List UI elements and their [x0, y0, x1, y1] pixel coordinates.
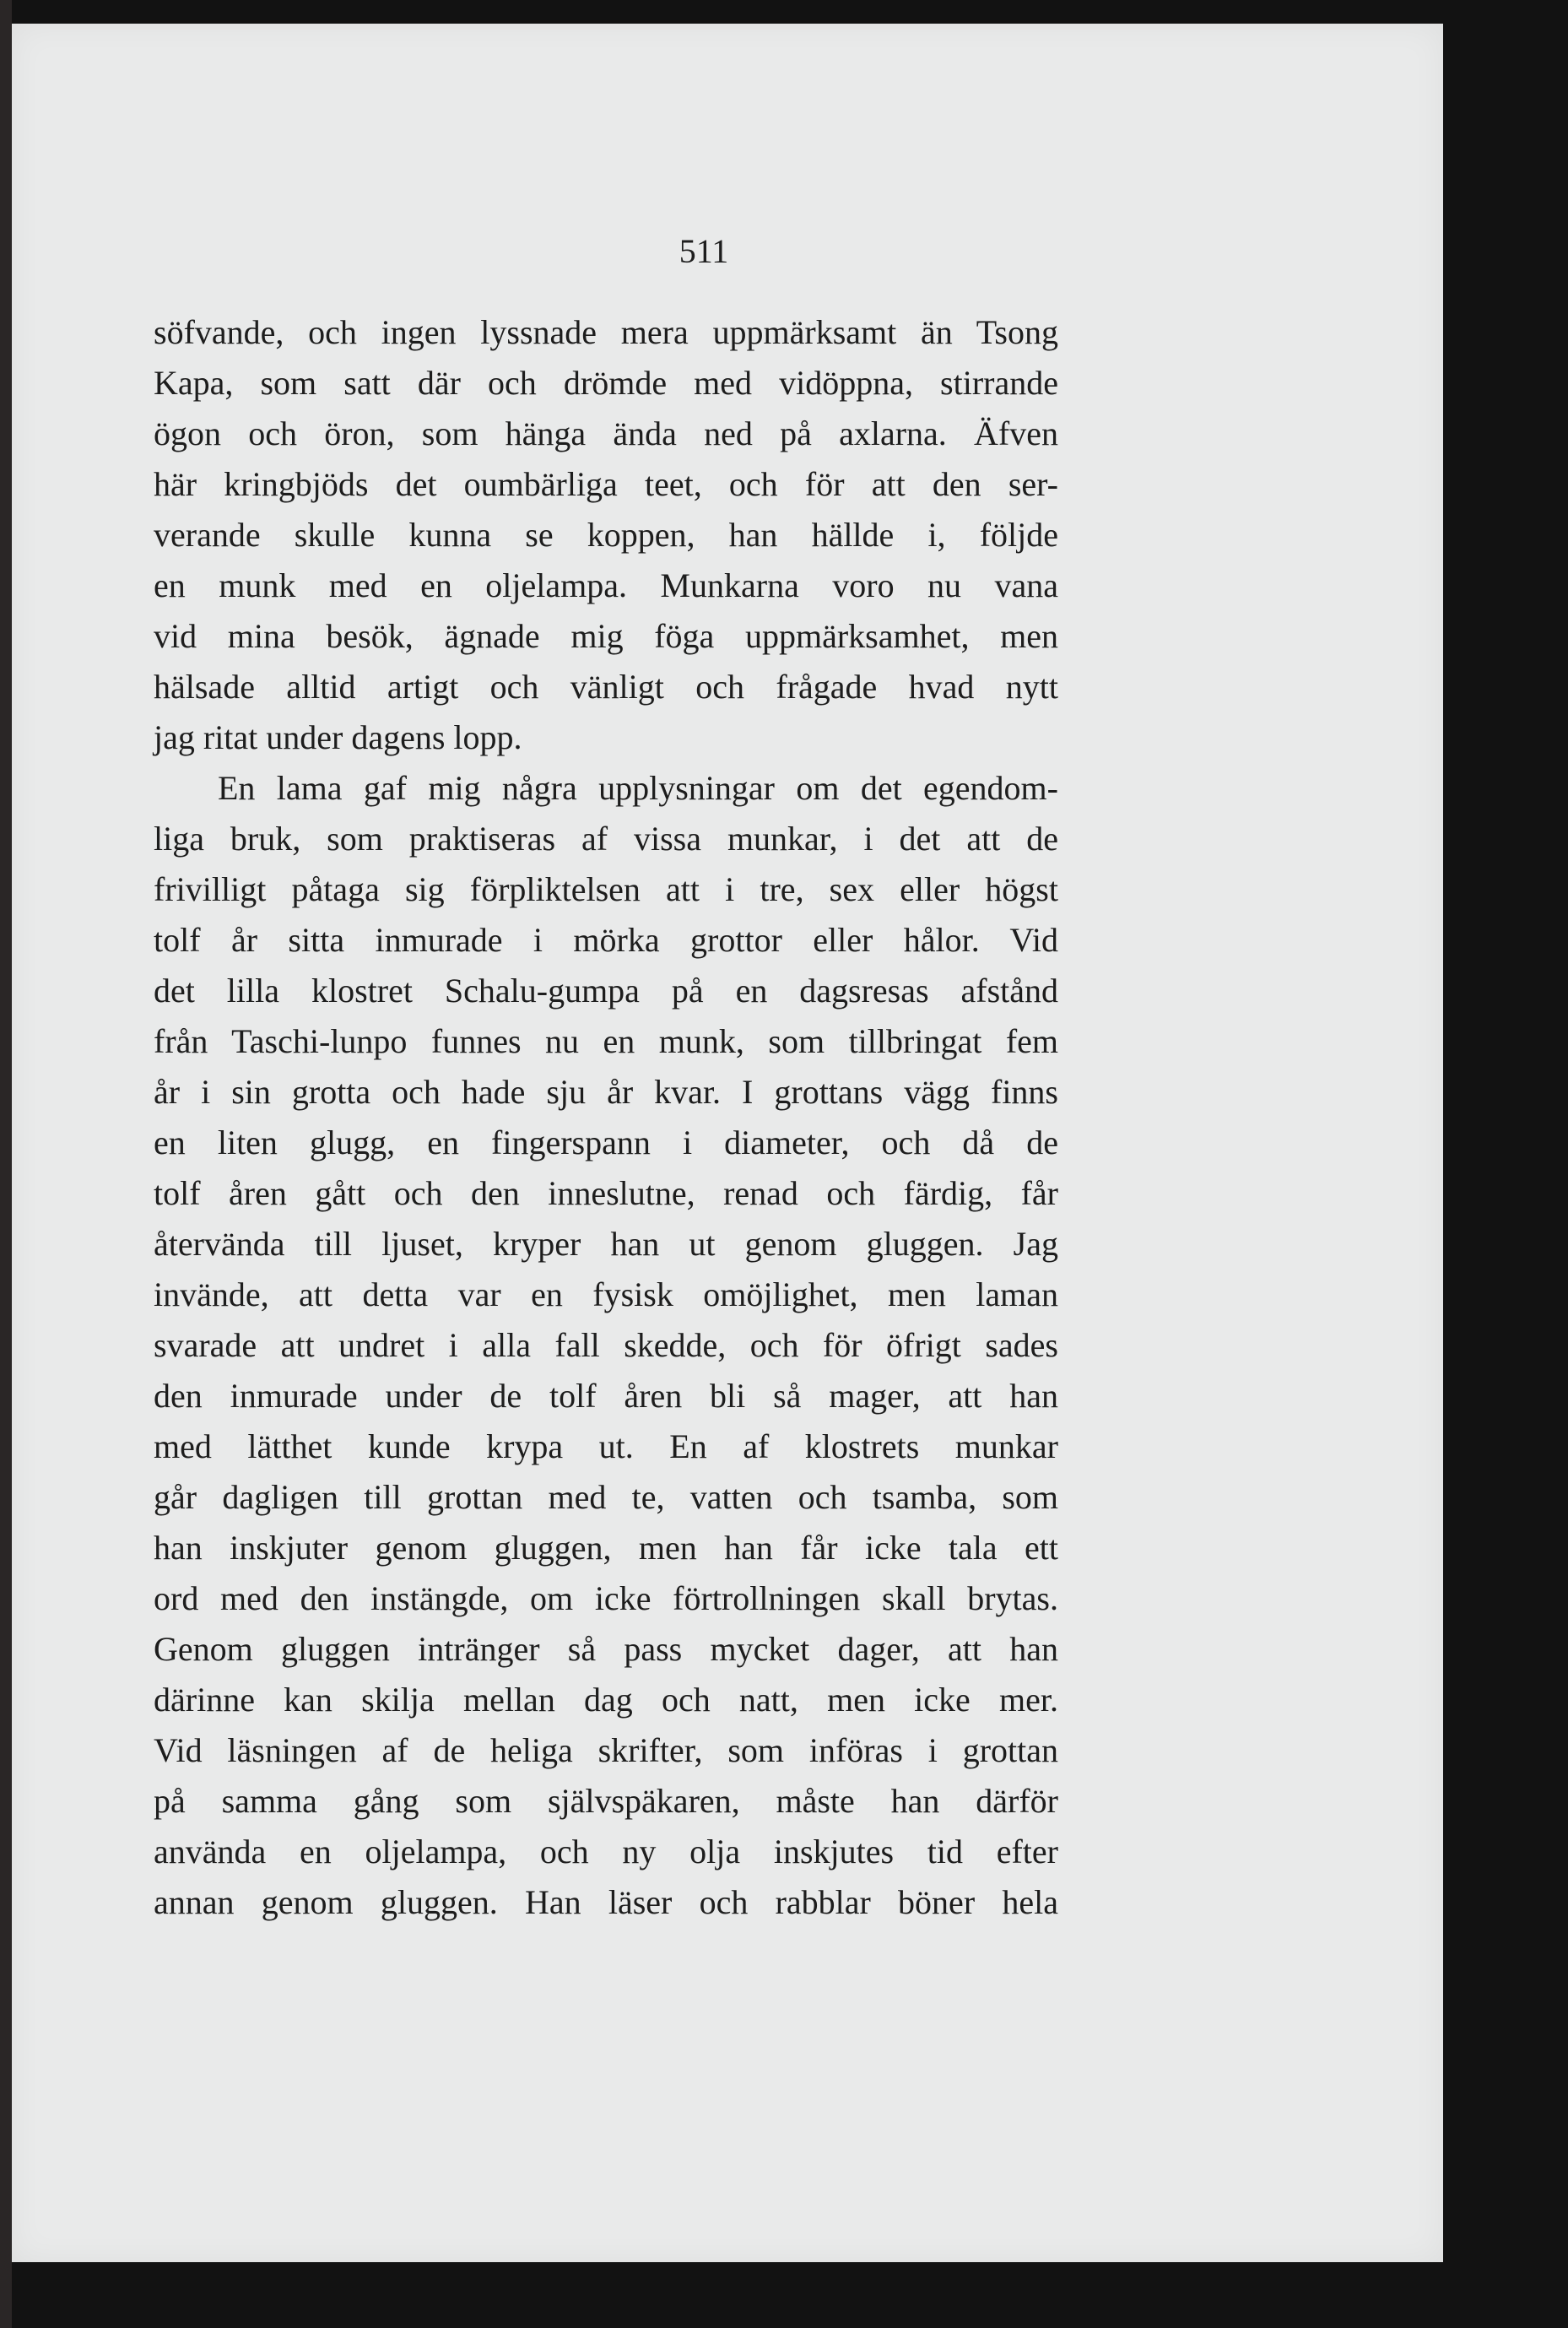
- text-line: verande skulle kunna se koppen, han hällde i, följde: [154, 516, 1058, 554]
- text-line: han inskjuter genom gluggen, men han får icke tala ett: [154, 1529, 1058, 1567]
- text-line: går dagligen till grottan med te, vatten och tsamba, som: [154, 1478, 1058, 1516]
- text-line: Genom gluggen intränger så pass mycket dager, att han: [154, 1630, 1058, 1668]
- text-line: därinne kan skilja mellan dag och natt, men icke mer.: [154, 1681, 1058, 1719]
- text-line: år i sin grotta och hade sju år kvar. I grottans vägg finns: [154, 1073, 1058, 1111]
- text-line: tolf åren gått och den inneslutne, renad och färdig, får: [154, 1174, 1058, 1212]
- text-line: Kapa, som satt där och drömde med vidöppna, stirrande: [154, 364, 1058, 402]
- text-line: från Taschi-lunpo funnes nu en munk, som tillbringat fem: [154, 1022, 1058, 1060]
- text-line: det lilla klostret Schalu-gumpa på en dagsresas afstånd: [154, 972, 1058, 1010]
- body-text: [154, 307, 1058, 1928]
- text-line: jag ritat under dagens lopp.: [154, 718, 522, 756]
- text-line: den inmurade under de tolf åren bli så mager, att han: [154, 1377, 1058, 1415]
- book-spine-edge: [0, 0, 12, 2328]
- text-line: ögon och öron, som hänga ända ned på axlarna. Äfven: [154, 414, 1058, 452]
- text-line: invände, att detta var en fysisk omöjlighet, men laman: [154, 1275, 1058, 1313]
- text-line: tolf år sitta inmurade i mörka grottor eller hålor. Vid: [154, 921, 1058, 959]
- text-line: ord med den instängde, om icke förtrollningen skall brytas.: [154, 1579, 1058, 1617]
- text-line: En lama gaf mig några upplysningar om det egendom-: [218, 769, 1058, 807]
- text-line: annan genom gluggen. Han läser och rabblar böner hela: [154, 1883, 1058, 1921]
- page-number: 511: [679, 232, 729, 270]
- text-line: söfvande, och ingen lyssnade mera uppmärksamt än Tsong: [154, 313, 1058, 351]
- text-line: med lätthet kunde krypa ut. En af klostrets munkar: [154, 1427, 1058, 1465]
- text-line: på samma gång som självspäkaren, måste han därför: [154, 1782, 1058, 1820]
- text-line: liga bruk, som praktiseras af vissa munkar, i det att de: [154, 820, 1058, 858]
- text-line: använda en oljelampa, och ny olja inskjutes tid efter: [154, 1833, 1058, 1871]
- text-line: en liten glugg, en fingerspann i diameter, och då de: [154, 1123, 1058, 1161]
- text-line: vid mina besök, ägnade mig föga uppmärksamhet, men: [154, 617, 1058, 655]
- text-line: svarade att undret i alla fall skedde, och för öfrigt sades: [154, 1326, 1058, 1364]
- text-line: hälsade alltid artigt och vänligt och frågade hvad nytt: [154, 668, 1058, 706]
- text-line: Vid läsningen af de heliga skrifter, som införas i grottan: [154, 1731, 1058, 1769]
- text-line: här kringbjöds det oumbärliga teet, och för att den ser-: [154, 465, 1058, 503]
- text-line: en munk med en oljelampa. Munkarna voro nu vana: [154, 566, 1058, 604]
- text-line: återvända till ljuset, kryper han ut genom gluggen. Jag: [154, 1225, 1058, 1263]
- text-line: frivilligt påtaga sig förpliktelsen att i tre, sex eller högst: [154, 870, 1058, 908]
- book-page: [12, 24, 1443, 2262]
